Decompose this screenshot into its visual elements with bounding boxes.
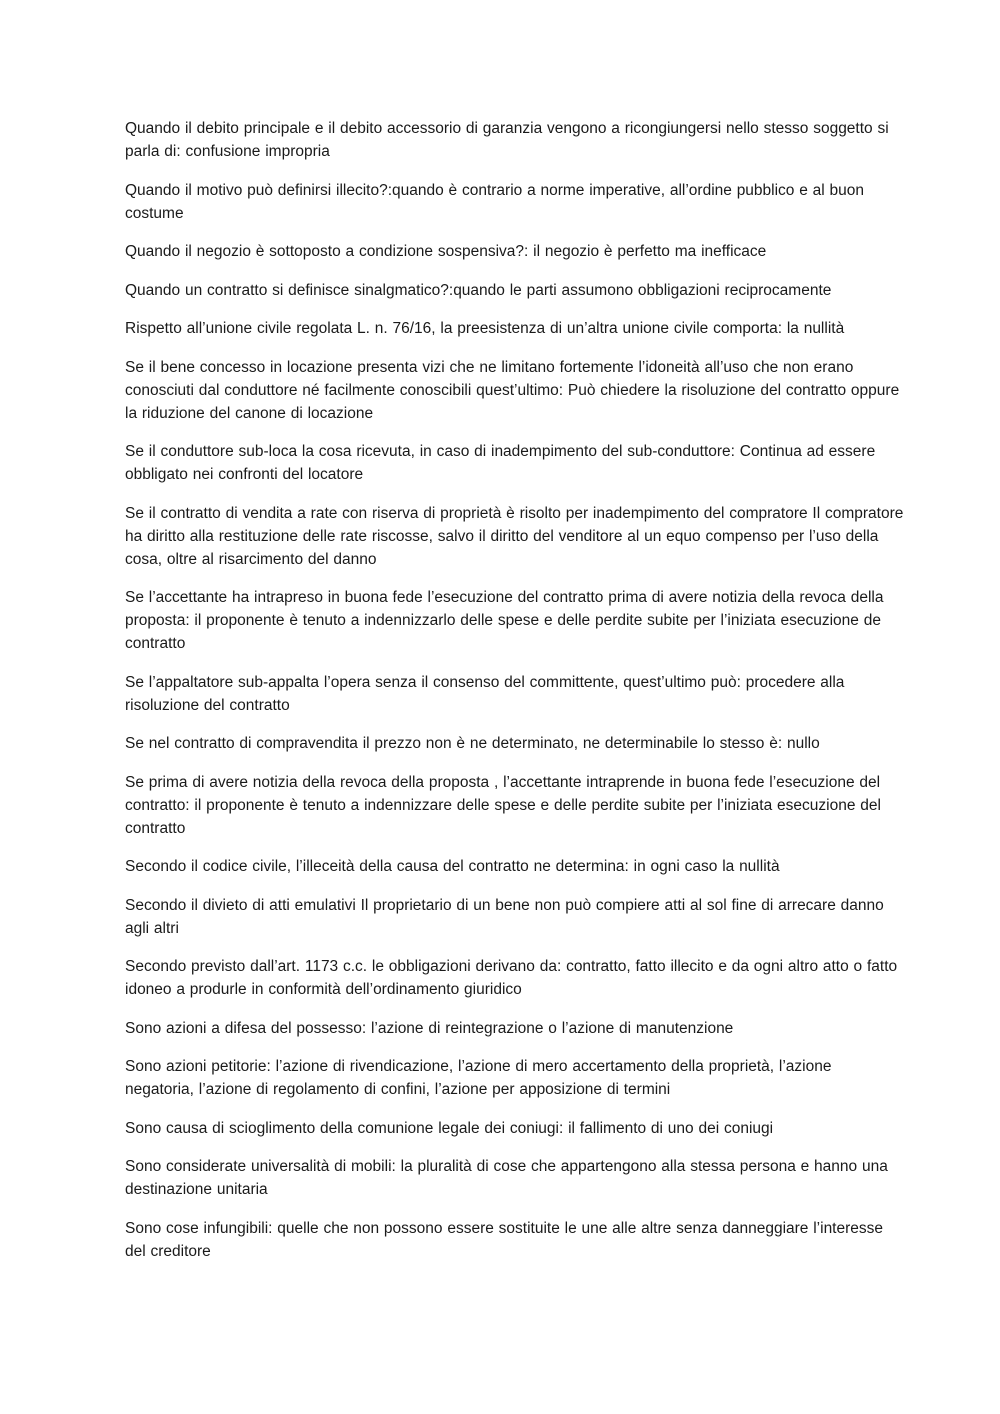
entry-paragraph: Se prima di avere notizia della revoca della proposta , l’accettante intraprende in buona fede l’esecuzione del contratto: il proponente è tenuto a indennizzare delle spese e delle perdite subite per l’iniziata esecuzione del contratto (125, 773, 881, 837)
entry-paragraph: Sono azioni a difesa del possesso: l’azione di reintegrazione o l’azione di manutenzione (125, 1019, 734, 1037)
entry-paragraph: Quando il debito principale e il debito accessorio di garanzia vengono a ricongiungersi nello stesso soggetto si parla di: confusione impropria (125, 120, 889, 160)
entry-paragraph: Se l’appaltatore sub-appalta l’opera senza il consenso del committente, quest’ultimo può: procedere alla risoluzione del contratto (125, 673, 845, 714)
entry-paragraph: Quando il motivo può definirsi illecito?:quando è contrario a norme imperative, all’ordine pubblico e al buon costume (125, 181, 865, 222)
entry-paragraph: Secondo previsto dall’art. 1173 c.c. le obbligazioni derivano da: contratto, fatto illecito e da ogni altro atto o fatto idoneo a produrle in conformità dell’ordinamento giuridico (125, 958, 898, 998)
entry-paragraph: Se nel contratto di compravendita il prezzo non è ne determinato, ne determinabile lo stesso è: nullo (125, 735, 820, 752)
entry-paragraph: Quando un contratto si definisce sinalgmatico?:quando le parti assumono obbligazioni reciprocamente (125, 281, 832, 299)
entry-paragraph: Secondo il divieto di atti emulativi Il proprietario di un bene non può compiere atti al sol fine di arrecare danno agli altri (125, 896, 884, 937)
entry-paragraph: Quando il negozio è sottoposto a condizione sospensiva?: il negozio è perfetto ma inefficace (125, 243, 767, 260)
entry-paragraph: Se l’accettante ha intrapreso in buona fede l’esecuzione del contratto prima di avere notizia della revoca della proposta: il proponente è tenuto a indennizzarlo delle spese e delle perdite subite per l’iniziata esecuzione de contratto (125, 589, 884, 652)
entry-paragraph: Sono causa di scioglimento della comunione legale dei coniugi: il fallimento di uno dei coniugi (125, 1119, 774, 1137)
document-body (125, 117, 905, 1278)
entry-paragraph: Se il bene concesso in locazione presenta vizi che ne limitano fortemente l’idoneità all’uso che non erano conosciuti dal conduttore né facilmente conoscibili quest’ultimo: Può chiedere la risoluzione del contratto oppure la riduzione del canone di locazione (125, 358, 900, 422)
entry-paragraph: Sono considerate universalità di mobili: la pluralità di cose che appartengono alla stessa persona e hanno una destinazione unitaria (125, 1158, 888, 1198)
entry-paragraph: Sono cose infungibili: quelle che non possono essere sostituite le une alle altre senza danneggiare l’interesse del creditore (125, 1219, 884, 1260)
entry-paragraph: Se il conduttore sub-loca la cosa ricevuta, in caso di inadempimento del sub-conduttore: Continua ad essere obbligato nei confronti del locatore (125, 443, 876, 483)
entry-paragraph: Sono azioni petitorie: l’azione di rivendicazione, l’azione di mero accertamento della proprietà, l’azione negatoria, l’azione di regolamento di confini, l’azione per apposizione di termini (125, 1058, 832, 1098)
entry-paragraph: Se il contratto di vendita a rate con riserva di proprietà è risolto per inadempimento del compratore Il compratore ha diritto alla restituzione delle rate riscosse, salvo il diritto del venditore al un equo compenso per l’uso della cosa, oltre al risarcimento del danno (125, 504, 904, 568)
entry-paragraph: Secondo il codice civile, l’illeceità della causa del contratto ne determina: in ogni caso la nullità (125, 858, 780, 875)
entry-paragraph: Rispetto all’unione civile regolata L. n. 76/16, la preesistenza di un’altra unione civile comporta: la nullità (125, 320, 845, 337)
